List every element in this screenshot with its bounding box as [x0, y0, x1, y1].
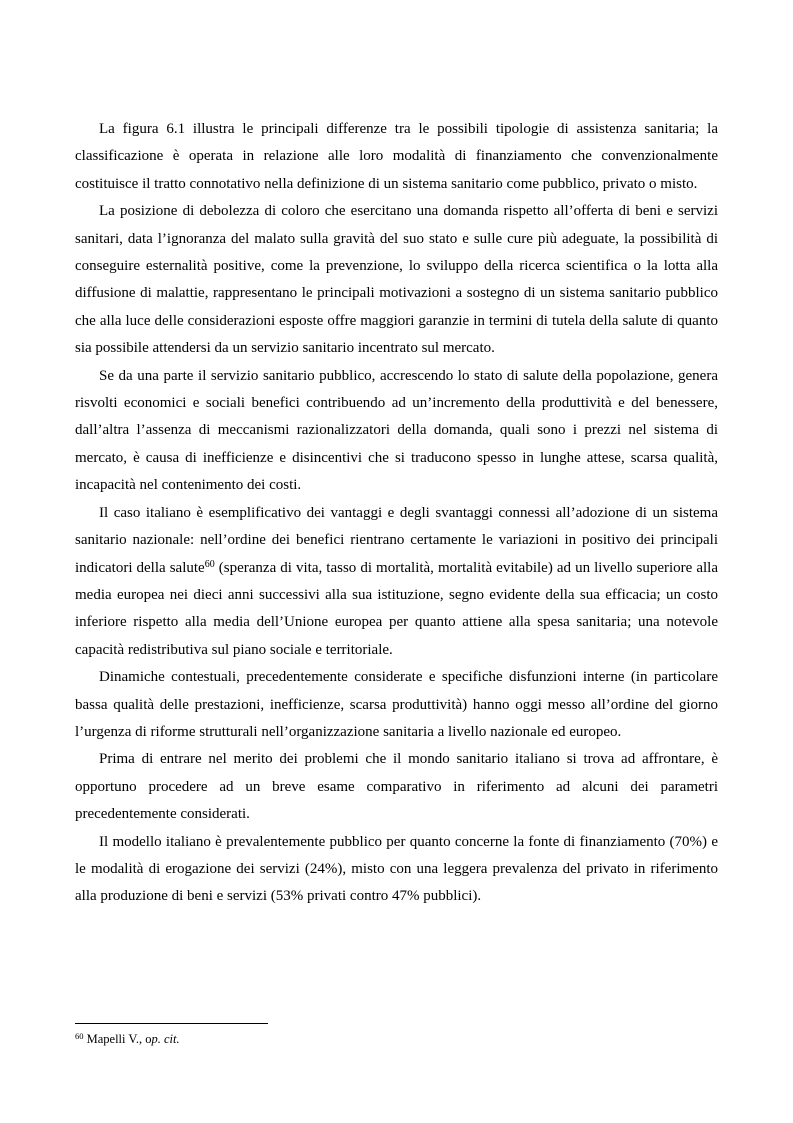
paragraph-6: Prima di entrare nel merito dei problemi che il mondo sanitario italiano si trova ad affrontare, è opportuno procedere ad un breve esame comparativo in riferimento ad alcuni dei parametri precedentemente considerati.	[75, 751, 718, 823]
document-body	[75, 116, 718, 911]
footnote-reference: 60	[204, 558, 215, 570]
paragraph-4	[75, 500, 718, 664]
footnote-number: 60	[75, 1031, 84, 1041]
paragraph-2: La posizione di debolezza di coloro che esercitano una domanda rispetto all’offerta di beni e servizi sanitari, data l’ignoranza del malato sulla gravità del suo stato e sulle cure più adeguate, la possibilità di conseguire esternalità positive, come la prevenzione, lo sviluppo della ricerca scientifica o la lotta alla diffusione di malattie, rappresentano le principali motivazioni a sostegno di un sistema sanitario pubblico che alla luce delle considerazioni esposte offre maggiori garanzie in termini di tutela della salute di quanto sia possibile attendersi da un servizio sanitario incentrato sul mercato.	[75, 203, 718, 357]
footnote-italic: p. cit.	[151, 1032, 180, 1046]
paragraph-4-text-after: (speranza di vita, tasso di mortalità, mortalità evitabile) ad un livello superiore alla media europea nei dieci anni successivi alla sua istituzione, segno evidente della sua efficacia; un costo inferiore rispetto alla media dell’Unione europea per quanto attiene alla spesa sanitaria; una notevole capacità redistributiva sul piano sociale e territoriale.	[75, 559, 718, 658]
footnote	[75, 1031, 180, 1047]
footnote-divider	[75, 1023, 268, 1024]
paragraph-1: La figura 6.1 illustra le principali differenze tra le possibili tipologie di assistenza sanitaria; la classificazione è operata in relazione alle loro modalità di finanziamento che convenzionalmente costituisce il tratto connotativo nella definizione di un sistema sanitario come pubblico, privato o misto.	[75, 121, 718, 192]
paragraph-5: Dinamiche contestuali, precedentemente considerate e specifiche disfunzioni interne (in particolare bassa qualità delle prestazioni, inefficienze, scarsa produttività) hanno oggi messo all’ordine del giorno l’urgenza di riforme strutturali nell’organizzazione sanitaria a livello nazionale ed europeo.	[75, 669, 718, 740]
paragraph-7: Il modello italiano è prevalentemente pubblico per quanto concerne la fonte di finanziamento (70%) e le modalità di erogazione dei servizi (24%), misto con una leggera prevalenza del privato in riferimento alla produzione di beni e servizi (53% privati contro 47% pubblici).	[75, 833, 718, 905]
paragraph-4-text-before: Il caso italiano è esemplificativo dei vantaggi e degli svantaggi connessi all’adozione di un sistema sanitario nazionale: nell’ordine dei benefici rientrano certamente le variazioni in positivo dei principali indicatori della salute	[75, 504, 718, 576]
footnote-text: Mapelli V., o	[83, 1032, 152, 1046]
paragraph-3: Se da una parte il servizio sanitario pubblico, accrescendo lo stato di salute della popolazione, genera risvolti economici e sociali benefici contribuendo ad un’incremento della produttività e del benessere, dall’altra l’assenza di meccanismi razionalizzatori della domanda, quali sono i prezzi nel sistema di mercato, è causa di inefficienze e disincentivi che si traducono spesso in lunghe attese, scarsa qualità, incapacità nel contenimento dei costi.	[75, 367, 718, 494]
